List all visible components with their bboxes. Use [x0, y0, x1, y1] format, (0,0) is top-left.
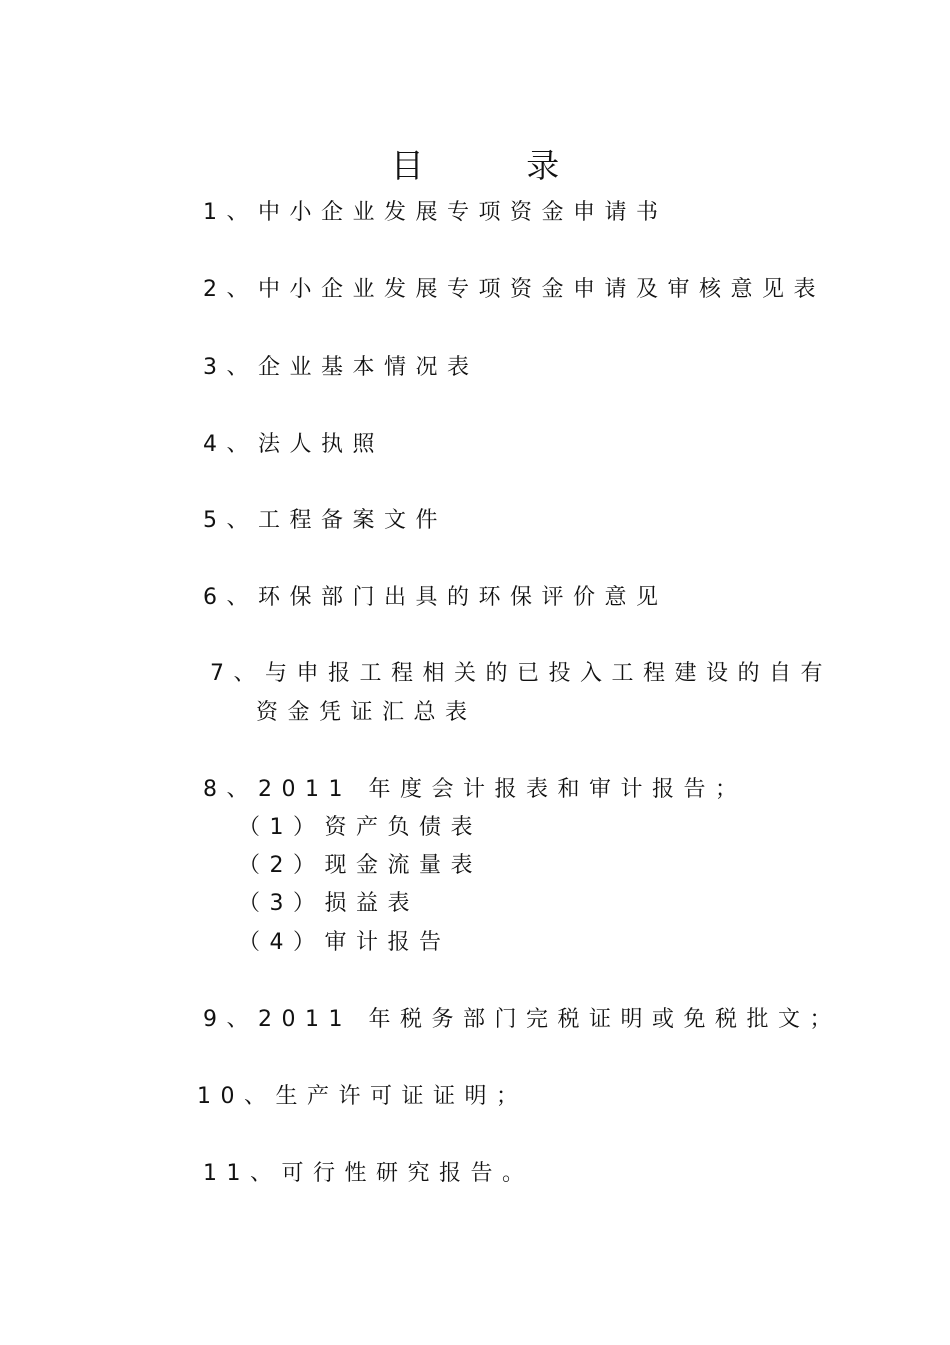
- toc-subitem-number: （2）: [238, 853, 325, 878]
- toc-item-text: 生产许可证证明；: [275, 1084, 528, 1109]
- toc-subitem-number: （4）: [238, 930, 325, 955]
- toc-item-10: [197, 1082, 528, 1112]
- toc-item-number: 5、: [203, 508, 258, 533]
- toc-item-1: [203, 198, 668, 228]
- toc-item-7-continuation: [256, 698, 477, 728]
- toc-item-text: 法人执照: [258, 432, 385, 457]
- toc-item-text: 可行性研究报告。: [281, 1161, 534, 1186]
- toc-item-4: [203, 430, 384, 460]
- toc-subitem-number: （1）: [238, 815, 325, 840]
- toc-item-number: 4、: [203, 432, 258, 457]
- toc-item-7: [210, 659, 832, 689]
- toc-subitem-1: [238, 813, 482, 843]
- toc-subitem-text: 损益表: [324, 891, 420, 916]
- toc-item-5: [203, 506, 447, 536]
- toc-item-11: [203, 1159, 534, 1189]
- toc-subitem-text: 现金流量表: [324, 853, 483, 878]
- toc-item-text: 中小企业发展专项资金申请及审核意见表: [258, 277, 826, 302]
- toc-subitem-text: 审计报告: [324, 930, 451, 955]
- toc-subitem-3: [238, 889, 419, 919]
- toc-item-text: 2011 年税务部门完税证明或免税批文；: [258, 1007, 841, 1032]
- toc-item-text: 环保部门出具的环保评价意见: [258, 585, 668, 610]
- toc-subitem-text: 资产负债表: [324, 815, 483, 840]
- toc-subitem-4: [238, 928, 451, 958]
- toc-item-8: [203, 775, 746, 805]
- toc-item-number: 7、: [210, 661, 265, 686]
- toc-item-number: 11、: [203, 1161, 282, 1186]
- toc-item-6: [203, 583, 668, 613]
- toc-item-number: 6、: [203, 585, 258, 610]
- toc-item-text: 与申报工程相关的已投入工程建设的自有: [265, 661, 833, 686]
- toc-item-text: 工程备案文件: [258, 508, 448, 533]
- toc-item-text: 中小企业发展专项资金申请书: [258, 200, 668, 225]
- page-title: 目 录: [390, 146, 606, 185]
- toc-item-text: 企业基本情况表: [258, 355, 479, 380]
- toc-item-number: 9、: [203, 1007, 258, 1032]
- toc-item-2: [203, 275, 825, 305]
- toc-item-9: [203, 1005, 841, 1035]
- toc-item-number: 8、: [203, 777, 258, 802]
- toc-item-number: 3、: [203, 355, 258, 380]
- toc-item-number: 2、: [203, 277, 258, 302]
- toc-item-number: 10、: [197, 1084, 276, 1109]
- toc-subitem-2: [238, 851, 482, 881]
- toc-item-number: 1、: [203, 200, 258, 225]
- toc-item-3: [203, 353, 479, 383]
- toc-item-text: 资金凭证汇总表: [256, 700, 477, 725]
- toc-subitem-number: （3）: [238, 891, 325, 916]
- toc-item-text: 2011 年度会计报表和审计报告；: [258, 777, 747, 802]
